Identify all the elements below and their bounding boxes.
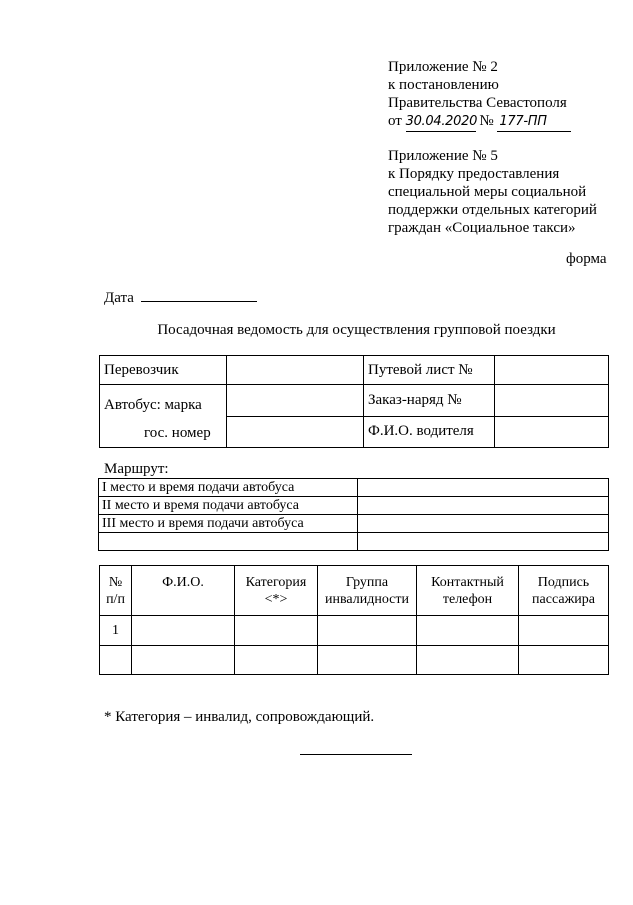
row-number bbox=[100, 646, 132, 675]
appendix-5-block bbox=[388, 147, 597, 237]
route-row-value-cell[interactable] bbox=[358, 515, 609, 533]
order-line: специальной меры социальной bbox=[388, 184, 587, 200]
order-line: граждан «Социальное такси» bbox=[388, 220, 576, 236]
waybill-value-cell[interactable] bbox=[495, 356, 609, 385]
category-cell[interactable] bbox=[235, 646, 318, 675]
route-row-label: III место и время подачи автобуса bbox=[99, 515, 358, 533]
date-field bbox=[104, 287, 257, 307]
phone-cell[interactable] bbox=[417, 646, 519, 675]
route-row-label: II место и время подачи автобуса bbox=[99, 497, 358, 515]
signature-cell[interactable] bbox=[519, 616, 609, 646]
fio-cell[interactable] bbox=[132, 616, 235, 646]
bus-brand-label: Автобус: марка bbox=[104, 397, 202, 413]
phone-cell[interactable] bbox=[417, 616, 519, 646]
col-header-phone: Контактный телефон bbox=[417, 566, 519, 616]
route-table bbox=[98, 478, 609, 551]
route-row-value-cell[interactable] bbox=[358, 497, 609, 515]
col-header-number: № п/п bbox=[100, 566, 132, 616]
order-line: к Порядку предоставления bbox=[388, 166, 560, 182]
driver-value-cell[interactable] bbox=[495, 416, 609, 448]
table-row bbox=[100, 616, 609, 646]
passenger-table bbox=[99, 565, 609, 675]
route-row-value-cell[interactable] bbox=[358, 533, 609, 551]
closing-divider bbox=[300, 754, 412, 755]
route-label: Маршрут: bbox=[104, 461, 169, 477]
handwritten-number: 177-ПП bbox=[497, 113, 571, 132]
col-header-signature: Подпись пассажира bbox=[519, 566, 609, 616]
driver-label: Ф.И.О. водителя bbox=[364, 416, 495, 448]
waybill-label: Путевой лист № bbox=[364, 356, 495, 385]
bus-brand-value-cell[interactable] bbox=[227, 385, 364, 417]
route-row-value-cell[interactable] bbox=[358, 479, 609, 497]
row-number: 1 bbox=[100, 616, 132, 646]
date-blank-line[interactable] bbox=[141, 287, 257, 302]
signature-cell[interactable] bbox=[519, 646, 609, 675]
appendix-2-label: Приложение № 2 bbox=[388, 59, 498, 75]
from-prefix: от bbox=[388, 113, 402, 129]
order-line: поддержки отдельных категорий bbox=[388, 202, 597, 218]
route-row-label bbox=[99, 533, 358, 551]
date-label: Дата bbox=[104, 290, 134, 306]
page-title: Посадочная ведомость для осуществления групповой поездки bbox=[157, 322, 556, 338]
resolution-date-line bbox=[388, 112, 571, 132]
work-order-label: Заказ-наряд № bbox=[364, 385, 495, 417]
work-order-value-cell[interactable] bbox=[495, 385, 609, 417]
route-row-label: I место и время подачи автобуса bbox=[99, 479, 358, 497]
disability-group-cell[interactable] bbox=[318, 646, 417, 675]
to-resolution-label: к постановлению bbox=[388, 77, 499, 93]
appendix-5-label: Приложение № 5 bbox=[388, 148, 498, 164]
form-label: форма bbox=[566, 251, 607, 267]
footnote: * Категория – инвалид, сопровождающий. bbox=[104, 709, 375, 725]
carrier-value-cell[interactable] bbox=[227, 356, 364, 385]
number-sign: № bbox=[479, 113, 494, 129]
bus-info-cell bbox=[100, 385, 227, 448]
col-header-category: Категория <*> bbox=[235, 566, 318, 616]
plate-label: гос. номер bbox=[144, 425, 211, 441]
fio-cell[interactable] bbox=[132, 646, 235, 675]
category-cell[interactable] bbox=[235, 616, 318, 646]
col-header-fio: Ф.И.О. bbox=[132, 566, 235, 616]
disability-group-cell[interactable] bbox=[318, 616, 417, 646]
trip-info-table bbox=[99, 355, 609, 448]
government-label: Правительства Севастополя bbox=[388, 95, 567, 111]
handwritten-date: 30.04.2020 bbox=[406, 113, 476, 132]
table-row bbox=[100, 646, 609, 675]
plate-value-cell[interactable] bbox=[227, 416, 364, 448]
approval-header bbox=[388, 58, 571, 132]
carrier-label: Перевозчик bbox=[100, 356, 227, 385]
col-header-disability-group: Группа инвалидности bbox=[318, 566, 417, 616]
